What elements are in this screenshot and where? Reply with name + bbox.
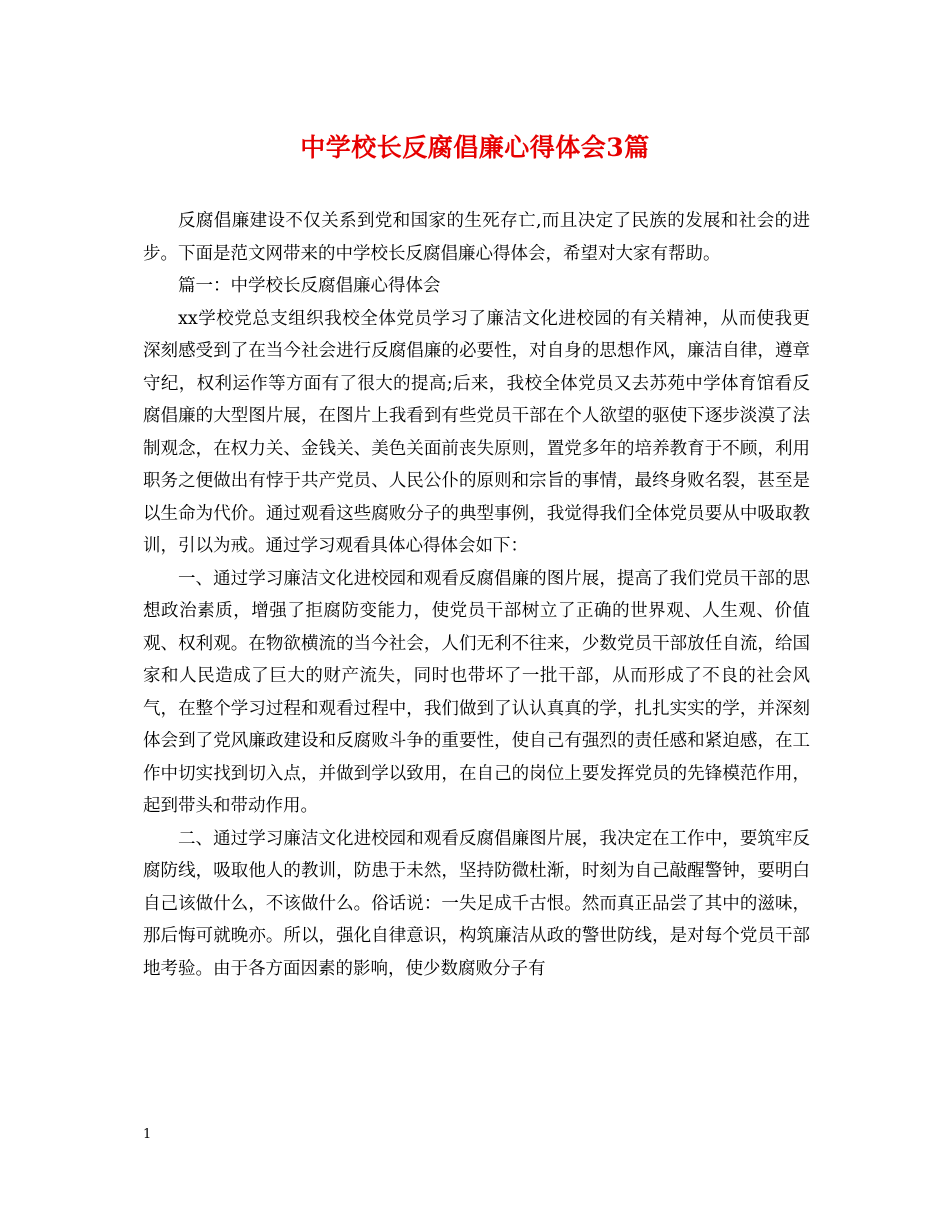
section-heading: 篇一：中学校长反腐倡廉心得体会: [178, 276, 441, 296]
document-body: [143, 205, 810, 985]
page-number: 1: [143, 1127, 152, 1142]
paragraph-3: 二、通过学习廉洁文化进校园和观看反腐倡廉图片展，我决定在工作中，要筑牢反腐防线，吸取他人的教训，防患于未然，坚持防微杜渐，时刻为自己敲醒警钟，要明白自己该做什么，不该做什么。俗话说：一失足成千古恨。然而真正品尝了其中的滋味，那后悔可就晚亦。所以，强化自律意识，构筑廉洁从政的警世防线，是对每个党员干部地考验。由于各方面因素的影响，使少数腐败分子有: [143, 828, 810, 979]
paragraph-intro: 反腐倡廉建设不仅关系到党和国家的生死存亡,而且决定了民族的发展和社会的进步。下面是范文网带来的中学校长反腐倡廉心得体会，希望对大家有帮助。: [143, 211, 810, 264]
document-title: 中学校长反腐倡廉心得体会3篇: [300, 133, 650, 162]
paragraph-2: 一、通过学习廉洁文化进校园和观看反腐倡廉的图片展，提高了我们党员干部的思想政治素质，增强了拒腐防变能力，使党员干部树立了正确的世界观、人生观、价值观、权利观。在物欲横流的当今社会，人们无利不往来，少数党员干部放任自流，给国家和人民造成了巨大的财产流失，同时也带坏了一批干部，从而形成了不良的社会风气，在整个学习过程和观看过程中，我们做到了认认真真的学，扎扎实实的学，并深刻体会到了党风廉政建设和反腐败斗争的重要性，使自己有强烈的责任感和紧迫感，在工作中切实找到切入点，并做到学以致用，在自己的岗位上要发挥党员的先锋模范作用，起到带头和带动作用。: [143, 568, 810, 816]
paragraph-1: xx学校党总支组织我校全体党员学习了廉洁文化进校园的有关精神，从而使我更深刻感受到了在当今社会进行反腐倡廉的必要性，对自身的思想作风，廉洁自律，遵章守纪，权利运作等方面有了很大的提高;后来，我校全体党员又去苏苑中学体育馆看反腐倡廉的大型图片展，在图片上我看到有些党员干部在个人欲望的驱使下逐步淡漠了法制观念，在权力关、金钱关、美色关面前丧失原则，置党多年的培养教育于不顾，利用职务之便做出有悖于共产党员、人民公仆的原则和宗旨的事情，最终身败名裂，甚至是以生命为代价。通过观看这些腐败分子的典型事例，我觉得我们全体党员要从中吸取教训，引以为戒。通过学习观看具体心得体会如下：: [143, 308, 810, 556]
